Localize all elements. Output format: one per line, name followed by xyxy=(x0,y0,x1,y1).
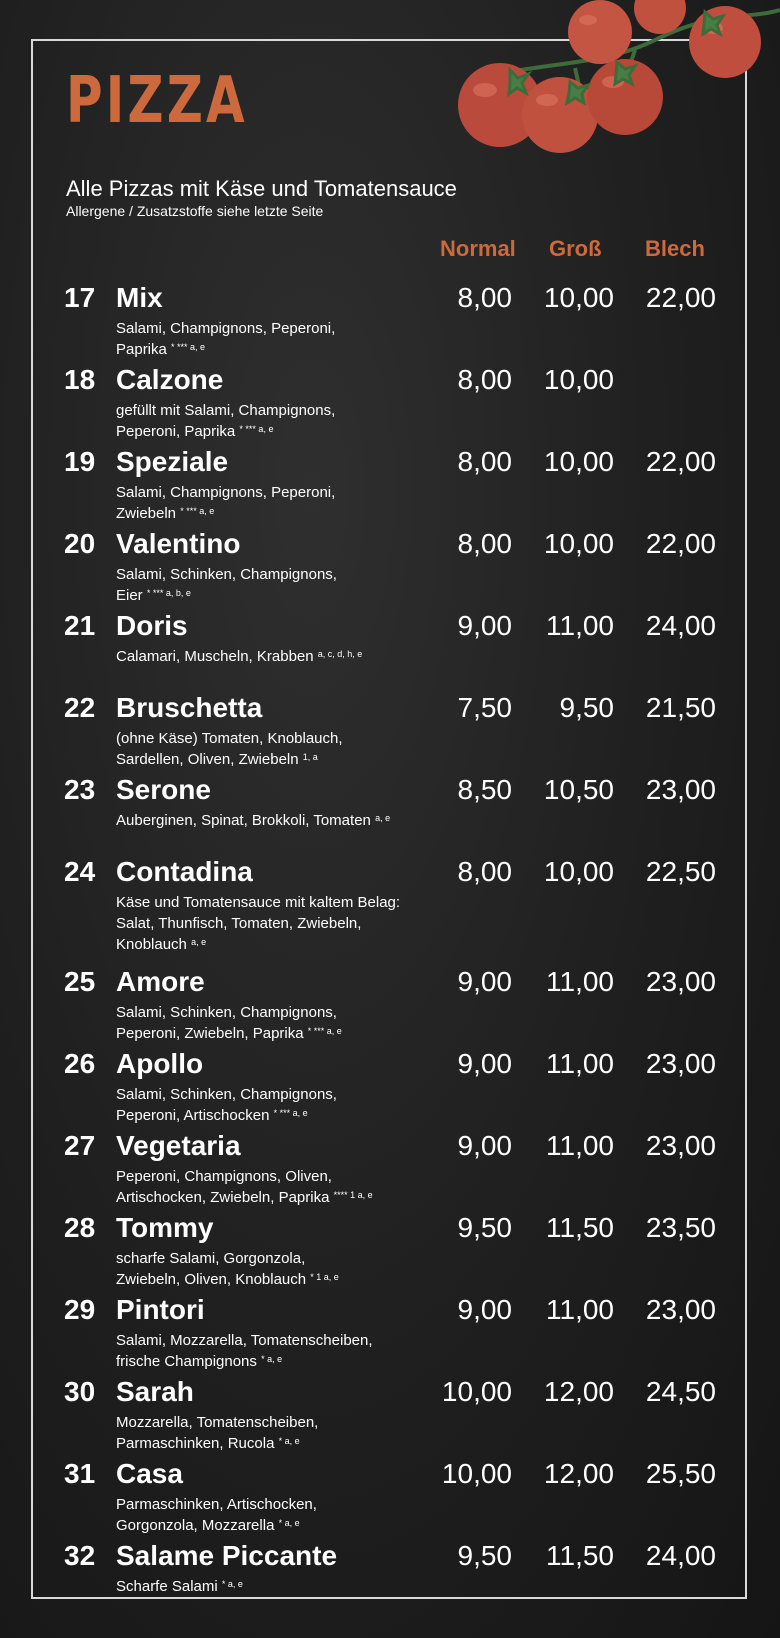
item-description xyxy=(116,482,436,524)
description-line: Calamari, Muscheln, Krabben xyxy=(116,648,314,665)
item-description xyxy=(116,728,436,770)
price-blech: 24,00 xyxy=(645,1540,716,1571)
allergen-note: Allergene / Zusatzstoffe siehe letzte Seite xyxy=(66,203,324,219)
item-description xyxy=(116,318,436,360)
description-line: Sardellen, Oliven, Zwiebeln xyxy=(116,751,299,768)
price-blech: 23,00 xyxy=(645,774,716,805)
price-normal: 9,00 xyxy=(457,966,512,997)
price-normal: 8,00 xyxy=(457,282,512,313)
item-name: Tommy xyxy=(116,1212,214,1243)
item-name: Amore xyxy=(116,966,205,997)
price-gross: 10,00 xyxy=(543,856,614,887)
description-line: Salami, Mozzarella, Tomatenscheiben, xyxy=(116,1332,373,1349)
item-number: 26 xyxy=(64,1048,96,1079)
description-line: Salat, Thunfisch, Tomaten, Zwiebeln, xyxy=(116,915,362,932)
price-normal: 9,00 xyxy=(457,610,512,641)
description-line: Parmaschinken, Artischocken, xyxy=(116,1496,317,1513)
description-line: Parmaschinken, Rucola xyxy=(116,1435,275,1452)
allergen-codes: a, e xyxy=(191,937,207,947)
price-blech: 24,00 xyxy=(645,610,716,641)
price-blech: 22,00 xyxy=(645,446,716,477)
item-description xyxy=(116,1248,436,1290)
column-header-normal: Normal xyxy=(440,236,516,261)
price-normal: 10,00 xyxy=(441,1376,512,1407)
description-line: Knoblauch xyxy=(116,936,187,953)
allergen-codes: * *** a, e xyxy=(171,342,206,352)
item-number: 24 xyxy=(64,856,96,887)
item-name: Vegetaria xyxy=(116,1130,241,1161)
item-description xyxy=(116,1412,436,1454)
price-normal: 8,00 xyxy=(457,446,512,477)
allergen-codes: * *** a, e xyxy=(239,424,274,434)
description-line: Käse und Tomatensauce mit kaltem Belag: xyxy=(116,894,401,911)
item-name: Calzone xyxy=(116,364,224,395)
item-name: Apollo xyxy=(116,1048,204,1079)
item-description xyxy=(116,400,436,442)
price-blech: 23,00 xyxy=(645,1130,716,1161)
allergen-codes: * a, e xyxy=(261,1354,283,1364)
price-gross: 12,00 xyxy=(543,1376,614,1407)
price-blech: 21,50 xyxy=(645,692,716,723)
page-title: PIZZA xyxy=(66,64,248,138)
price-normal: 9,00 xyxy=(457,1048,512,1079)
price-gross: 10,00 xyxy=(543,364,614,395)
item-name: Serone xyxy=(116,774,211,805)
tomato-vine-illustration xyxy=(455,0,780,160)
item-number: 28 xyxy=(64,1212,96,1243)
price-gross: 10,00 xyxy=(543,528,614,559)
item-number: 29 xyxy=(64,1294,96,1325)
item-description xyxy=(116,564,436,606)
price-normal: 8,00 xyxy=(457,364,512,395)
item-description xyxy=(116,1166,436,1208)
allergen-codes: * a, e xyxy=(221,1579,243,1589)
description-line: gefüllt mit Salami, Champignons, xyxy=(116,402,336,419)
price-gross: 11,00 xyxy=(546,1130,614,1161)
item-name: Doris xyxy=(116,610,188,641)
description-line: Zwiebeln xyxy=(116,505,177,522)
item-name: Speziale xyxy=(116,446,229,477)
item-description xyxy=(116,1002,436,1044)
item-number: 30 xyxy=(64,1376,96,1407)
column-header-gross: Groß xyxy=(549,236,602,261)
price-gross: 11,00 xyxy=(546,610,614,641)
item-name: Bruschetta xyxy=(116,692,263,723)
price-gross: 10,00 xyxy=(543,282,614,313)
allergen-codes: * *** a, e xyxy=(273,1108,308,1118)
description-line: frische Champignons xyxy=(116,1353,257,1370)
description-line: Salami, Champignons, Peperoni, xyxy=(116,320,336,337)
price-gross: 11,00 xyxy=(546,966,614,997)
price-blech: 23,50 xyxy=(645,1212,716,1243)
description-line: Peperoni, Artischocken xyxy=(116,1107,270,1124)
price-gross: 12,00 xyxy=(543,1458,614,1489)
description-line: Mozzarella, Tomatenscheiben, xyxy=(116,1414,319,1431)
price-normal: 8,50 xyxy=(457,774,512,805)
description-line: Salami, Champignons, Peperoni, xyxy=(116,484,336,501)
column-header-blech: Blech xyxy=(645,236,705,261)
price-gross: 9,50 xyxy=(559,692,614,723)
item-name: Valentino xyxy=(116,528,241,559)
price-gross: 11,50 xyxy=(546,1212,614,1243)
price-blech: 22,00 xyxy=(645,282,716,313)
allergen-codes: a, e xyxy=(375,813,391,823)
price-blech: 24,50 xyxy=(645,1376,716,1407)
price-blech: 22,00 xyxy=(645,528,716,559)
description-line: Paprika xyxy=(116,341,167,358)
item-number: 22 xyxy=(64,692,96,723)
item-name: Casa xyxy=(116,1458,183,1489)
price-normal: 9,00 xyxy=(457,1130,512,1161)
item-description xyxy=(116,1084,436,1126)
description-line: Eier xyxy=(116,587,143,604)
description-line: Artischocken, Zwiebeln, Paprika xyxy=(116,1189,330,1206)
price-normal: 7,50 xyxy=(457,692,512,723)
item-number: 31 xyxy=(64,1458,96,1489)
description-line: Scharfe Salami xyxy=(116,1578,218,1595)
price-normal: 9,00 xyxy=(457,1294,512,1325)
description-line: Auberginen, Spinat, Brokkoli, Tomaten xyxy=(116,812,371,829)
item-number: 20 xyxy=(64,528,96,559)
description-line: (ohne Käse) Tomaten, Knoblauch, xyxy=(116,730,343,747)
item-name: Mix xyxy=(116,282,163,313)
price-normal: 9,50 xyxy=(457,1212,512,1243)
item-description xyxy=(116,1494,436,1536)
description-line: Peperoni, Champignons, Oliven, xyxy=(116,1168,332,1185)
subtitle: Alle Pizzas mit Käse und Tomatensauce xyxy=(66,176,457,201)
description-line: Peperoni, Paprika xyxy=(116,423,236,440)
price-normal: 10,00 xyxy=(441,1458,512,1489)
price-gross: 11,00 xyxy=(546,1048,614,1079)
allergen-codes: * 1 a, e xyxy=(310,1272,339,1282)
description-line: scharfe Salami, Gorgonzola, xyxy=(116,1250,306,1267)
price-blech: 25,50 xyxy=(645,1458,716,1489)
price-gross: 11,50 xyxy=(546,1540,614,1571)
allergen-codes: * *** a, e xyxy=(307,1026,342,1036)
price-normal: 8,00 xyxy=(457,856,512,887)
item-name: Sarah xyxy=(116,1376,194,1407)
item-name: Contadina xyxy=(116,856,253,887)
description-line: Peperoni, Zwiebeln, Paprika xyxy=(116,1025,304,1042)
item-number: 25 xyxy=(64,966,96,997)
allergen-codes: 1, a xyxy=(302,752,318,762)
price-gross: 10,50 xyxy=(543,774,614,805)
price-blech: 23,00 xyxy=(645,966,716,997)
price-gross: 11,00 xyxy=(546,1294,614,1325)
item-description xyxy=(116,646,436,667)
price-blech: 22,50 xyxy=(645,856,716,887)
description-line: Gorgonzola, Mozzarella xyxy=(116,1517,275,1534)
price-normal: 9,50 xyxy=(457,1540,512,1571)
item-description xyxy=(116,1330,436,1372)
allergen-codes: * a, e xyxy=(278,1518,300,1528)
description-line: Salami, Schinken, Champignons, xyxy=(116,1086,337,1103)
item-description xyxy=(116,810,436,831)
allergen-codes: **** 1 a, e xyxy=(333,1190,373,1200)
item-name: Pintori xyxy=(116,1294,205,1325)
item-number: 23 xyxy=(64,774,96,805)
allergen-codes: * *** a, e xyxy=(180,506,215,516)
price-blech: 23,00 xyxy=(645,1048,716,1079)
description-line: Zwiebeln, Oliven, Knoblauch xyxy=(116,1271,307,1288)
allergen-codes: a, c, d, h, e xyxy=(317,649,363,659)
description-line: Salami, Schinken, Champignons, xyxy=(116,566,337,583)
price-normal: 8,00 xyxy=(457,528,512,559)
item-number: 19 xyxy=(64,446,96,477)
item-name: Salame Piccante xyxy=(116,1540,338,1571)
item-number: 32 xyxy=(64,1540,96,1571)
allergen-codes: * a, e xyxy=(278,1436,300,1446)
item-description xyxy=(116,892,436,955)
price-gross: 10,00 xyxy=(543,446,614,477)
item-number: 17 xyxy=(64,282,96,313)
item-number: 27 xyxy=(64,1130,96,1161)
allergen-codes: * *** a, b, e xyxy=(146,588,191,598)
description-line: Salami, Schinken, Champignons, xyxy=(116,1004,337,1021)
price-blech: 23,00 xyxy=(645,1294,716,1325)
item-description xyxy=(116,1576,436,1597)
item-number: 21 xyxy=(64,610,96,641)
item-number: 18 xyxy=(64,364,96,395)
